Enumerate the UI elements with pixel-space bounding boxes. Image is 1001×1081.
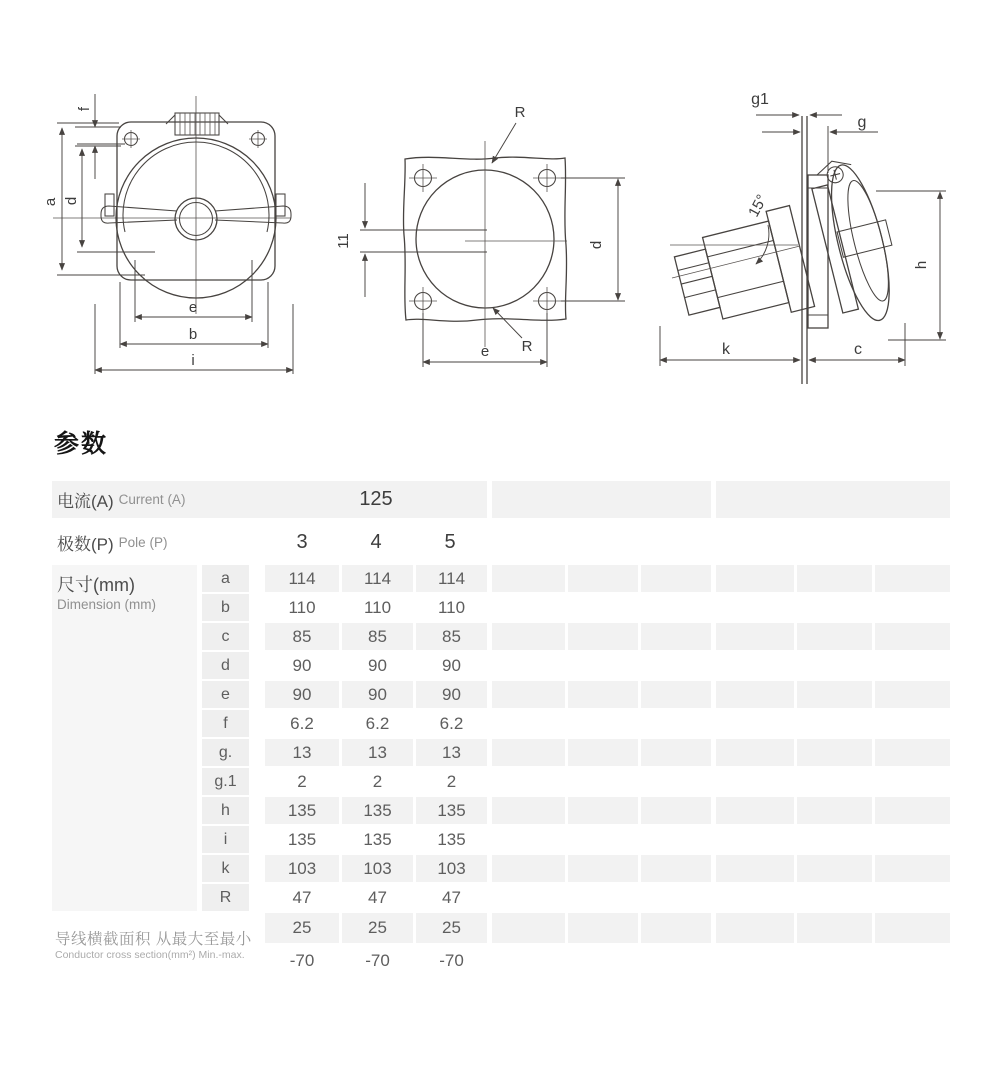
dimension-key: R — [197, 884, 249, 913]
empty-cell — [794, 913, 872, 945]
empty-cell — [872, 565, 950, 594]
dim-label-d: d — [63, 196, 80, 206]
empty-cell — [872, 826, 950, 855]
pole-row-label — [52, 520, 265, 565]
dimension-value: 13 — [339, 739, 413, 768]
dimension-value: 85 — [413, 623, 487, 652]
dimension-value: 47 — [413, 884, 487, 913]
current-label-en: Current (A) — [118, 492, 186, 507]
dimension-value: 6.2 — [265, 710, 339, 739]
empty-cell — [638, 855, 711, 884]
empty-cell — [565, 594, 638, 623]
empty-cell — [872, 855, 950, 884]
dimension-value: 135 — [413, 826, 487, 855]
empty-cell — [638, 768, 711, 797]
empty-cell — [638, 594, 711, 623]
dimension-value: 135 — [265, 826, 339, 855]
empty-cell — [716, 565, 794, 594]
conductor-max-value: -70 — [265, 945, 339, 978]
dimension-key: h — [197, 797, 249, 826]
dimension-value: 85 — [265, 623, 339, 652]
dimension-value: 2 — [339, 768, 413, 797]
dimension-value: 2 — [413, 768, 487, 797]
empty-cell — [492, 884, 565, 913]
dimension-value: 103 — [265, 855, 339, 884]
conductor-max-value: -70 — [339, 945, 413, 978]
empty-cell — [716, 681, 794, 710]
dimension-key: k — [197, 855, 249, 884]
dimension-value: 90 — [413, 652, 487, 681]
empty-cell — [716, 710, 794, 739]
dimension-value: 6.2 — [339, 710, 413, 739]
dimension-value: 114 — [339, 565, 413, 594]
current-row-label — [52, 481, 265, 520]
empty-cell — [638, 826, 711, 855]
empty-cell — [492, 739, 565, 768]
empty-cell — [565, 565, 638, 594]
dim-label-e: e — [188, 299, 198, 316]
empty-cell — [872, 681, 950, 710]
pole-value: 3 — [296, 531, 308, 553]
dim-label-g: g — [857, 114, 867, 131]
side-view-drawing — [650, 88, 980, 403]
dimension-value: 110 — [265, 594, 339, 623]
dimension-label-en: Dimension (mm) — [57, 597, 157, 612]
empty-cell — [794, 739, 872, 768]
empty-cell — [492, 768, 565, 797]
dim-label-r-top: R — [514, 104, 526, 121]
empty-cell — [872, 623, 950, 652]
empty-cell — [565, 797, 638, 826]
dimension-value: 90 — [339, 652, 413, 681]
empty-cell — [716, 913, 794, 945]
empty-cell — [638, 652, 711, 681]
conductor-min-value: 25 — [339, 913, 413, 945]
dimension-row-label — [52, 565, 197, 913]
empty-cell — [872, 739, 950, 768]
dimension-value: 90 — [339, 681, 413, 710]
empty-cell — [872, 768, 950, 797]
empty-cell — [492, 797, 565, 826]
empty-cell — [872, 913, 950, 945]
dimension-value: 135 — [339, 826, 413, 855]
dimension-value: 13 — [413, 739, 487, 768]
empty-cell — [638, 739, 711, 768]
empty-cell — [716, 594, 794, 623]
conductor-label-en: Conductor cross section(mm²) Min.-max. — [55, 948, 245, 961]
dimension-key: g. — [197, 739, 249, 768]
dimension-key: g.1 — [197, 768, 249, 797]
empty-cell — [872, 594, 950, 623]
dimension-value: 13 — [265, 739, 339, 768]
dimension-key: c — [197, 623, 249, 652]
empty-cell — [716, 652, 794, 681]
dimension-value: 6.2 — [413, 710, 487, 739]
empty-cell — [638, 623, 711, 652]
empty-cell — [872, 884, 950, 913]
empty-cell — [794, 884, 872, 913]
current-label-zh: 电流(A) — [57, 492, 114, 511]
dim-label-h: h — [913, 260, 930, 270]
empty-cell — [565, 681, 638, 710]
empty-cell — [638, 565, 711, 594]
current-empty-group2 — [492, 481, 711, 520]
empty-cell — [716, 797, 794, 826]
parameters-table — [52, 481, 950, 978]
empty-cell — [794, 623, 872, 652]
empty-cell — [638, 681, 711, 710]
empty-cell — [638, 710, 711, 739]
dimension-value: 110 — [339, 594, 413, 623]
dimension-value: 114 — [413, 565, 487, 594]
empty-cell — [794, 797, 872, 826]
panel-cutout-drawing — [335, 95, 675, 390]
page-title: 参数 — [54, 430, 109, 458]
empty-cell — [638, 884, 711, 913]
pole-label-en: Pole (P) — [118, 535, 168, 550]
dimension-value: 135 — [265, 797, 339, 826]
empty-cell — [565, 768, 638, 797]
current-value: 125 — [265, 481, 487, 520]
empty-cell — [492, 565, 565, 594]
dim-label-i: i — [191, 352, 195, 369]
empty-cell — [794, 594, 872, 623]
pole-value: 5 — [444, 531, 456, 553]
dimension-value: 90 — [265, 681, 339, 710]
dimension-key: a — [197, 565, 249, 594]
dim-label-e: e — [480, 343, 490, 360]
empty-cell — [716, 739, 794, 768]
current-empty-group3 — [716, 481, 950, 520]
conductor-label-zh: 导线横截面积 从最大至最小 — [55, 930, 252, 948]
dimension-value: 114 — [265, 565, 339, 594]
conductor-max-value: -70 — [413, 945, 487, 978]
empty-cell — [794, 710, 872, 739]
front-view-drawing — [42, 82, 295, 402]
empty-cell — [872, 797, 950, 826]
empty-cell — [492, 913, 565, 945]
pole-label-zh: 极数(P) — [57, 535, 114, 554]
dimension-value: 103 — [339, 855, 413, 884]
empty-cell — [565, 739, 638, 768]
empty-cell — [794, 652, 872, 681]
dim-label-c: c — [854, 341, 862, 358]
empty-cell — [565, 826, 638, 855]
empty-cell — [565, 913, 638, 945]
empty-cell — [638, 797, 711, 826]
dimension-value: 135 — [339, 797, 413, 826]
dimension-key: e — [197, 681, 249, 710]
dimension-value: 110 — [413, 594, 487, 623]
empty-cell — [492, 710, 565, 739]
empty-cell — [565, 623, 638, 652]
dimension-key: d — [197, 652, 249, 681]
dim-label-g1: g1 — [751, 91, 769, 108]
empty-cell — [565, 710, 638, 739]
empty-cell — [716, 826, 794, 855]
dimension-value: 90 — [265, 652, 339, 681]
empty-cell — [492, 652, 565, 681]
empty-cell — [794, 855, 872, 884]
empty-cell — [794, 681, 872, 710]
pole-value: 4 — [370, 531, 382, 553]
dimension-value: 90 — [413, 681, 487, 710]
empty-cell — [492, 594, 565, 623]
empty-cell — [716, 768, 794, 797]
empty-cell — [565, 855, 638, 884]
dim-label-r-bottom: R — [521, 338, 533, 355]
conductor-min-value: 25 — [265, 913, 339, 945]
empty-cell — [716, 623, 794, 652]
conductor-row-label — [52, 913, 265, 978]
empty-cell — [565, 884, 638, 913]
dim-label-f: f — [76, 106, 93, 112]
dim-label-k: k — [722, 341, 730, 358]
dimension-value: 2 — [265, 768, 339, 797]
empty-cell — [565, 652, 638, 681]
dimension-key: f — [197, 710, 249, 739]
empty-cell — [492, 826, 565, 855]
empty-cell — [492, 855, 565, 884]
dim-label-angle: 15° — [745, 191, 771, 220]
empty-cell — [872, 710, 950, 739]
dimension-label-zh: 尺寸(mm) — [57, 575, 135, 595]
empty-cell — [716, 884, 794, 913]
empty-cell — [794, 565, 872, 594]
dimension-value: 47 — [265, 884, 339, 913]
conductor-min-value: 25 — [413, 913, 487, 945]
empty-cell — [492, 623, 565, 652]
empty-cell — [716, 855, 794, 884]
empty-cell — [492, 681, 565, 710]
empty-cell — [794, 826, 872, 855]
dimension-key: i — [197, 826, 249, 855]
dimension-value: 103 — [413, 855, 487, 884]
dimension-value: 47 — [339, 884, 413, 913]
empty-cell — [638, 913, 711, 945]
dim-label-slot: 11 — [335, 233, 352, 249]
empty-cell — [872, 652, 950, 681]
empty-cell — [794, 768, 872, 797]
dim-label-a: a — [42, 197, 59, 207]
dimension-key: b — [197, 594, 249, 623]
dimension-value: 135 — [413, 797, 487, 826]
dim-label-b: b — [188, 326, 198, 343]
dimension-value: 85 — [339, 623, 413, 652]
dim-label-d: d — [588, 240, 605, 250]
